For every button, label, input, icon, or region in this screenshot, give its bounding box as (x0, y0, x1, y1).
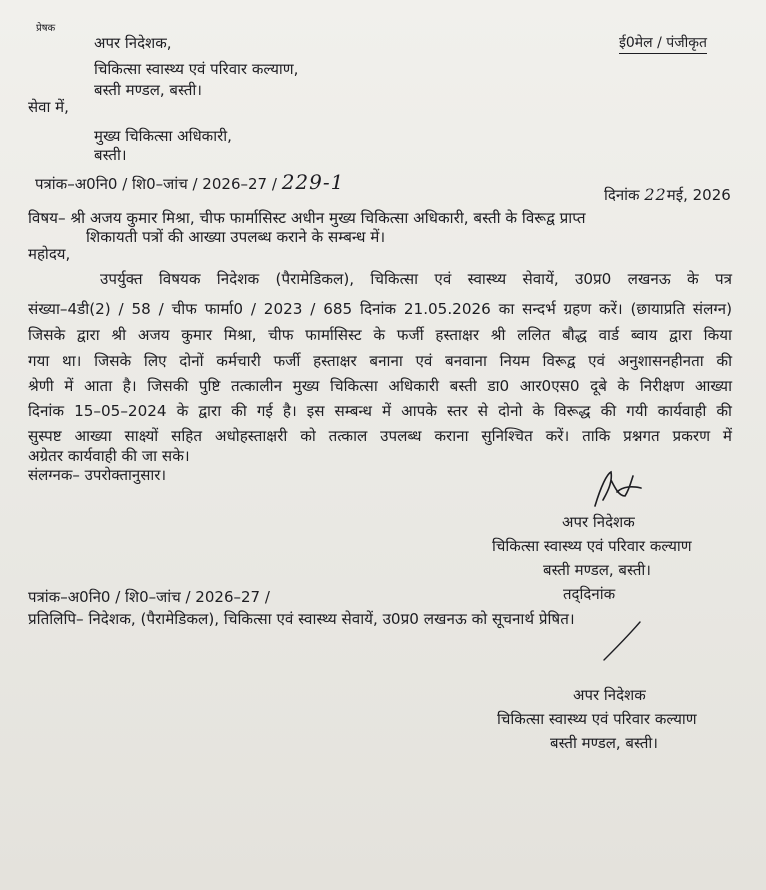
reference-number (35, 170, 345, 194)
signatory2-line-3: बस्ती मण्डल, बस्ती। (550, 734, 658, 752)
recipient-line-1: मुख्य चिकित्सा अधिकारी, (94, 127, 232, 145)
body-line: जिसके द्वारा श्री अजय कुमार मिश्रा, चीफ फार्मासिस्ट के फर्जी हस्ताक्षर श्री ललित बौद्ध वार्ड ब्वाय द्वारा किया (28, 326, 732, 344)
date-handwritten: 22 (644, 185, 667, 204)
reference-prefix: पत्रांक–अ0नि0 / शि0–जांच / 2026–27 / (35, 175, 277, 193)
recipient-line-2: बस्ती। (94, 146, 127, 164)
body-line: संख्या–4डी(2) / 58 / चीफ फार्मा0 / 2023 / 685 दिनांक 21.05.2026 का सन्दर्भ ग्रहण करें। (छायाप्रति संलग्न) (28, 300, 732, 318)
signatory2-line-1: अपर निदेशक (573, 686, 646, 704)
body-line: श्रेणी में आता है। जिसकी पुष्टि तत्कालीन मुख्य चिकित्सा अधिकारी बस्ती डा0 आर0एस0 दूबे के निरीक्षण आख्या (28, 377, 732, 395)
body-line: अग्रेतर कार्यवाही की जा सके। (28, 447, 190, 465)
dispatch-mode: ई0मेल / पंजीकृत (619, 34, 707, 54)
salutation: महोदय, (28, 245, 71, 263)
signatory-line-2: चिकित्सा स्वास्थ्य एवं परिवार कल्याण (492, 537, 692, 555)
copy-to: प्रतिलिपि– निदेशक, (पैरामेडिकल), चिकित्सा एवं स्वास्थ्य सेवायें, उ0प्र0 लखनऊ को सूचनार्थ प्रेषित। (28, 610, 575, 628)
signature-mark (585, 466, 645, 512)
signatory-line-1: अपर निदेशक (562, 513, 635, 531)
body-line: उपर्युक्त विषयक निदेशक (पैरामेडिकल), चिकित्सा एवं स्वास्थ्य सेवायें, उ0प्र0 लखनऊ के पत्र (100, 270, 732, 288)
sender-label: प्रेषक (36, 23, 56, 34)
subject-line-1: विषय– श्री अजय कुमार मिश्रा, चीफ फार्मासिस्ट अधीन मुख्य चिकित्सा अधिकारी, बस्ती के विरूद्व प्राप्त (28, 209, 586, 227)
signatory-line-3: बस्ती मण्डल, बस्ती। (543, 561, 651, 579)
body-line: गया था। जिसके लिए दोनों कर्मचारी फर्जी हस्ताक्षर बनाना एवं बनवाना नियम विरूद्व एवं अनुशासनहीनता की (28, 352, 732, 370)
copy-date: तद्‌दिनांक (563, 585, 616, 603)
copy-reference: पत्रांक–अ0नि0 / शि0–जांच / 2026–27 / (28, 588, 270, 606)
enclosure: संलग्नक– उपरोक्तानुसार। (28, 466, 167, 484)
body-line: सुस्पष्ट आख्या साक्ष्यों सहित अधोहस्ताक्षरी को तत्काल उपलब्ध कराना सुनिश्चित करें। ताकि प्रश्नगत प्रकरण में (28, 427, 732, 445)
sender-line-1: अपर निदेशक, (94, 34, 172, 52)
signatory2-line-2: चिकित्सा स्वास्थ्य एवं परिवार कल्याण (497, 710, 697, 728)
date-rest: मई, 2026 (666, 186, 731, 204)
body-line: दिनांक 15–05–2024 के द्वारा की गई है। इस सम्बन्ध में आपके स्तर से दोनो के विरूद्ध की गयी कार्यवाही की (28, 402, 732, 420)
date-label: दिनांक (604, 186, 640, 204)
sender-line-2: चिकित्सा स्वास्थ्य एवं परिवार कल्याण, (94, 60, 299, 78)
initial-mark (600, 618, 646, 664)
reference-handwritten: 229-1 (281, 170, 345, 194)
sender-line-3: बस्ती मण्डल, बस्ती। (94, 81, 202, 99)
to-label: सेवा में, (28, 98, 69, 116)
subject-line-2: शिकायती पत्रों की आख्या उपलब्ध कराने के सम्बन्ध में। (86, 228, 386, 246)
letter-date (604, 186, 731, 204)
